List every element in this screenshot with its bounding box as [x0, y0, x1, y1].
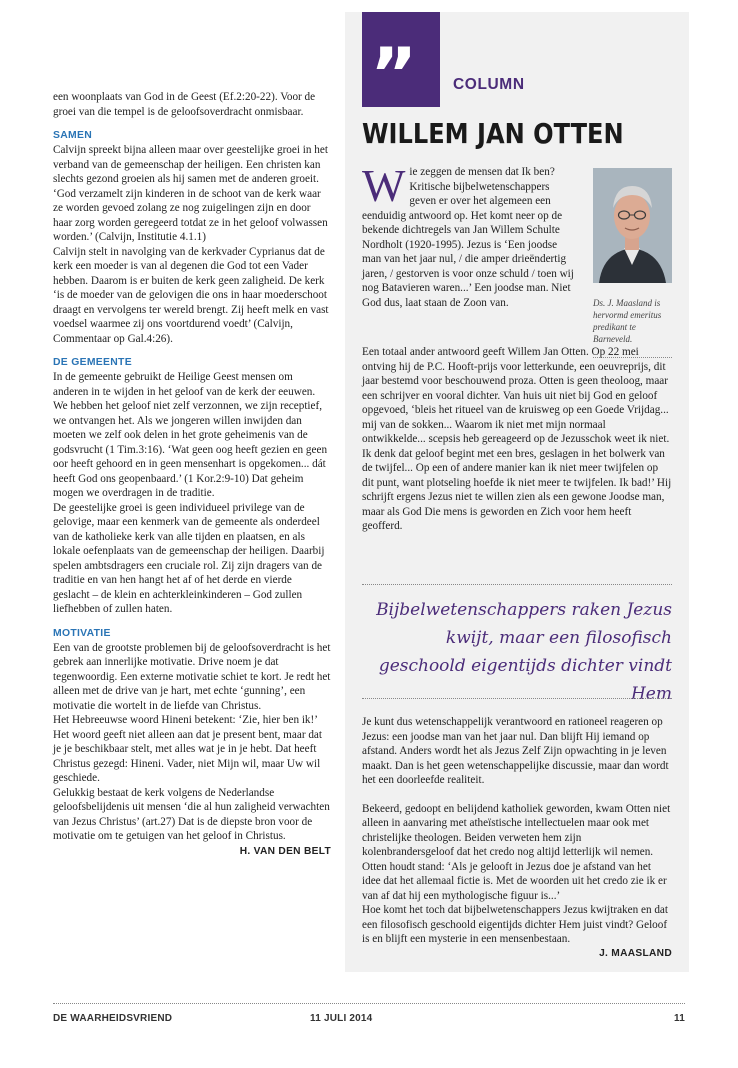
quote-mark-box [362, 12, 440, 116]
lower-paragraph-3: Hoe komt het toch dat bijbelwetenschappers Jezus kwijtraken en dat een filosofisch geschoold eigentijds dichter Hem juist vindt? Geloof is en blijft een mysterie in een mensenbestaan. [362, 904, 669, 945]
quote-mark-icon: ” [370, 32, 418, 116]
gemeente-paragraph-1: In de gemeente gebruikt de Heilige Geest mensen om anderen in te wijden in het geloof van de kerk der eeuwen. We hebben het geloof niet zelf verzonnen, we zijn receptief, we ontvangen het. Als we jongeren willen inwijden dan moeten we zelf ook delen in het grote geheimenis van de godsvrucht (1 Tim.3:16). ‘Wat geen oog heeft gezien en geen oor heeft gehoord en in geen mensenhart is opgekomen... dát heeft God ons geopenbaard.’ (1 Kor.2:9-10) Dat geheim mogen we overdragen in de traditie. [53, 371, 328, 499]
section-heading-samen: SAMEN [53, 130, 93, 141]
samen-paragraph-1: Calvijn spreekt bijna alleen maar over geestelijke groei in het verband van de gemeenschap der heiligen. Een christen kan slechts gezond groeien als hij samen met de anderen groeit. ‘God verzamelt zijn kinderen in de schoot van de kerk waar ze worden gevoed zolang ze nog zuigelingen zijn en door haar zorg worden geregeerd totdat ze in het geloof volwassen worden.’ (Calvijn, Institutie 4.1.1) [53, 144, 328, 243]
column-intro [362, 160, 576, 310]
pull-quote-divider-top [362, 584, 672, 585]
lower-paragraph-2: Bekeerd, gedoopt en belijdend katholiek geworden, kwam Otten niet alleen in aanvaring met atheïstische intellectuelen maar ook met christelijke theologen. Beiden verweten hem zijn kolenbrandersgeloof dat het credo nog altijd letterlijk wil nemen. Otten houdt stand: ‘Als je gelooft in Jezus doe je afstand van het idee dat het allemaal fictie is. Met de woorden uit het credo zie ik er van af dat hij een mythologische figuur is...’ [362, 802, 671, 902]
page-number: 11 [674, 1013, 685, 1024]
column-author: J. MAASLAND [599, 947, 672, 959]
section-heading-motivatie: MOTIVATIE [53, 627, 111, 639]
section-heading-de-gemeente: DE GEMEENTE [53, 357, 132, 368]
motivatie-paragraph-1: Een van de grootste problemen bij de geloofsoverdracht is het gebrek aan innerlijke motivatie. Drive noem je dat tegenwoordig. Een externe motivatie schiet te kort. Je redt het alleen met de drive van je hart, met echte ‘gunning’, een motivatie die wortelt in de liefde van Christus. [53, 641, 331, 712]
drop-cap: W [362, 160, 406, 211]
footer-divider [53, 1003, 685, 1004]
gemeente-paragraph-2: De geestelijke groei is geen individueel privilege van de gelovige, maar een kenmerk van de gemeente als onderdeel van de katholieke kerk van alle tijden en plaatsen, en als lokale oefenplaats van de gemeenschap der heiligen. Daarbij spelen ambtsdragers een cruciale rol. Zij zijn dragers van de traditie en van hen hangt het af of het derde en vierde geslacht – de klein en achterkleinkinderen – God zullen liefhebben of zullen haten. [53, 501, 325, 615]
motivatie-paragraph-2: Het Hebreeuwse woord Hineni betekent: ‘Zie, hier ben ik!’ Het woord geeft niet alleen aan dat je present bent, maar dat je je beschikbaar stelt, met alles wat je in je hebt. Dat heeft Christus gezegd: Hineni. Vader, niet Mijn wil, maar Uw wil geschiede. [53, 714, 323, 784]
column-title: WILLEM JAN OTTEN [362, 117, 624, 150]
motivatie-paragraph-3: Gelukkig bestaat de kerk volgens de Nederlandse geloofsbelijdenis uit mensen ‘die al hun zaligheid verwachten van Jezus Christus’ (art.27) Dat is de diepste bron voor de motivatie om te getuigen van het geloof in Christus. [53, 786, 330, 842]
left-article [53, 90, 331, 859]
column-label: COLUMN [453, 76, 525, 93]
pull-quote: Bijbelwetenschappers raken Jezus kwijt, maar een filosofisch geschoold eigentijds dichter vindt Hem [376, 600, 672, 704]
portrait-illustration [593, 168, 672, 283]
column-lower-text [362, 715, 672, 961]
left-article-author: H. VAN DEN BELT [239, 845, 331, 857]
pull-quote-divider-bottom [362, 698, 672, 699]
photo-caption: Ds. J. Maasland is hervormd emeritus predikant te Barneveld. [593, 298, 662, 344]
lower-paragraph-1: Je kunt dus wetenschappelijk verantwoord en rationeel reageren op Jezus: een joodse man van het jaar nul. Dan blijft Hij iemand op afstand. Anders wordt het als Jezus Zelf Zijn opwachting in je leven maakt. Dan is het geen wetenschappelijke discussie, maar dan wordt het een doorleefde realiteit. [362, 716, 669, 786]
column-body: Een totaal ander antwoord geeft Willem Jan Otten. Op 22 mei ontving hij de P.C. Hooft-prijs voor letterkunde, een oeuvreprijs, dit jaar bestemd voor beschouwend proza. Otten is geen theoloog, maar een schrijver en vooral dichter. Van huis uit niet bij God en geloof opgevoed, ‘bleis het ritueel van de kruisweg op een Goede Vrijdag... mij van de sokken... Waarom ik niet met mijn normaal ontwikkelde... scepsis heb gereageerd op de Jezusschok weet ik niet. Ik denk dat geloof begint met een bres, geslagen in het bolwerk van de twijfel... Op een of andere manier kan ik niet meer twijfelen op dit punt, want plotseling hoefde ik niet meer te twijfelen. Ik bad!’ Hij schrijft ergens Jezus niet te willen zien als een gewone Joodse man, maar als God Die mens is geworden en Zich voor hem heeft geofferd. [362, 346, 672, 532]
intro-paragraph: een woonplaats van God in de Geest (Ef.2:20-22). Voor de groei van die tempel is de geloofsoverdracht onmisbaar. [53, 91, 316, 118]
author-photo [593, 168, 672, 283]
samen-paragraph-2: Calvijn stelt in navolging van de kerkvader Cyprianus dat de kerk een moeder is van al degenen die God tot een Vader hebben. Daarom is er buiten de kerk geen zaligheid. De kerk ‘is de moeder van de gelovigen die ons in haar moederschoot draagt en vervolgens ter wereld brengt. Zij heeft melk en vast voedsel waarmee zij ons voortdurend voedt’ (Calvijn, Commentaar op Gal.4:26). [53, 245, 329, 345]
footer-date: 11 JULI 2014 [310, 1013, 373, 1024]
footer-publication: DE WAARHEIDSVRIEND [53, 1013, 173, 1024]
column-intro-text: ie zeggen de mensen dat Ik ben? Kritische bijbelwetenschappers geven er over het algemeen een eenduidig antwoord op. Het komt neer op de bekende dichtregels van Jan Willem Schulte Nordholt (1920-1995). Jezus is ‘Een joodse man van het jaar nul, / die amper drieëndertig jaren, / gestorven is voor onze schuld / toen wij nog Batavieren waren...’ Een joodse man. Niet God dus, laat staan de Zoon van. [362, 166, 574, 309]
